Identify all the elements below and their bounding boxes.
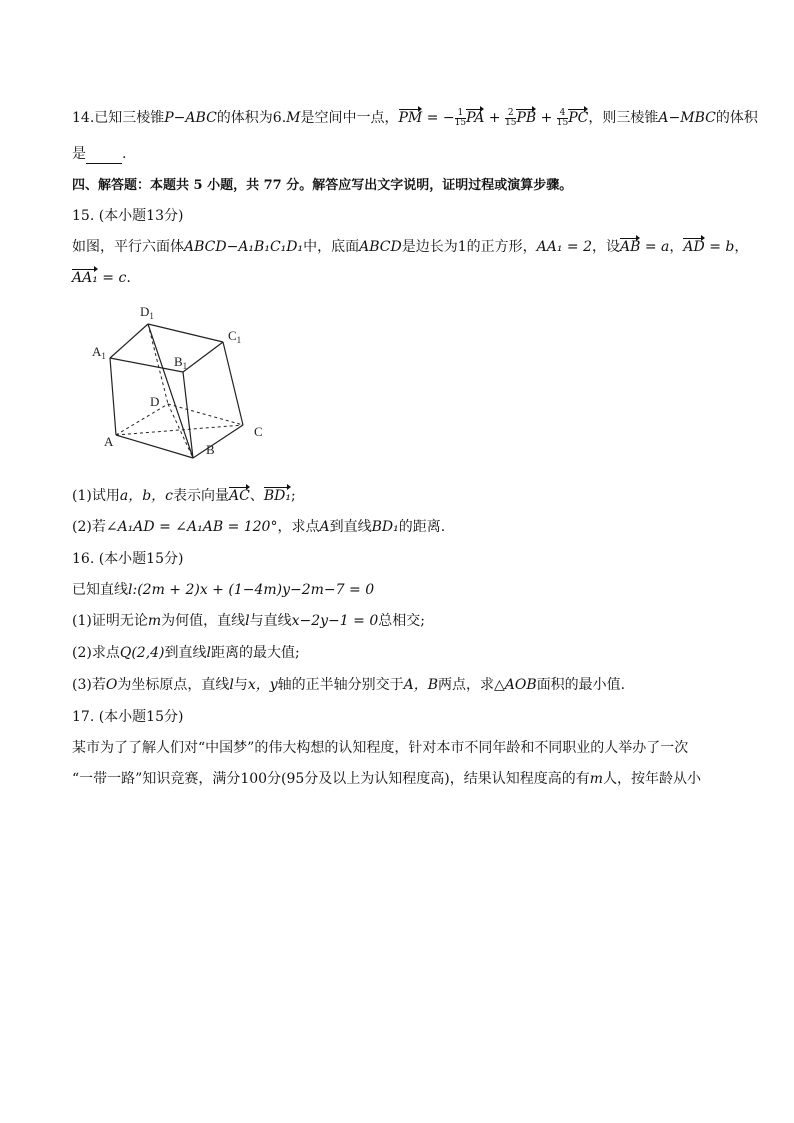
- vector-pb: PB: [516, 110, 537, 126]
- edge-b1-b: [183, 372, 193, 458]
- label-c1: $C_1$: [228, 328, 242, 345]
- q17-header: 17. (本小题15分): [72, 709, 184, 725]
- q15-text: ，求点: [277, 519, 320, 535]
- vector-ad: AD: [683, 239, 705, 255]
- edge-aa1: AA₁ = 2: [536, 239, 593, 255]
- q16-text: 与直线: [249, 613, 292, 629]
- q15-text: 到直线: [329, 519, 372, 535]
- label-a: A: [104, 434, 114, 449]
- q15-line2: [72, 268, 131, 288]
- q16-eq: x−2y−1 = 0: [291, 613, 379, 629]
- edge-a-d-hidden: [116, 404, 168, 435]
- q15-line1: [72, 237, 748, 257]
- q16-var: A，B: [403, 677, 439, 693]
- q16-text: 距离的最大值;: [211, 645, 300, 661]
- edge-d-c-hidden: [168, 404, 243, 425]
- q16-var: l: [206, 645, 211, 661]
- q15-text: 的距离.: [398, 519, 446, 535]
- fraction-4-15: [557, 109, 568, 128]
- q16-text: (2)求点: [72, 645, 120, 661]
- q17-var: m: [589, 771, 604, 787]
- q15-text: ，: [669, 239, 684, 255]
- label-a1: $A_1$: [92, 344, 106, 361]
- q14-text: 的体积: [715, 110, 758, 126]
- q15-part1: [72, 486, 296, 506]
- fraction-2-15: [505, 109, 516, 128]
- q16-line1: [72, 580, 374, 600]
- label-c: C: [254, 424, 263, 439]
- q14-pyramid-pabc: P−ABC: [164, 110, 217, 126]
- q14-text: 是: [72, 146, 86, 162]
- q15-part2: [72, 517, 445, 537]
- q16-part3: [72, 675, 625, 695]
- vector-bd1: BD₁: [263, 488, 291, 504]
- q16-text: 与: [233, 677, 248, 693]
- q15-text: ，设: [592, 239, 621, 255]
- fraction-den: 15: [504, 117, 517, 128]
- q16-text: 为坐标原点，直线: [117, 677, 230, 693]
- vectors-abc: a，b，c: [119, 488, 173, 504]
- edge-a1-a: [110, 358, 116, 435]
- vector-pa: PA: [466, 110, 485, 126]
- q16-header: 16. (本小题15分): [72, 551, 184, 567]
- q15-text: ，: [734, 239, 749, 255]
- q15-text: 如图，平行六面体: [72, 239, 184, 255]
- q15-text: .: [126, 270, 131, 286]
- q16-var: x，y: [247, 677, 278, 693]
- q16-text: (1)证明无论: [72, 613, 148, 629]
- q14-text: 的体积为6.: [216, 110, 287, 126]
- edge-d1-d-hidden: [148, 324, 168, 404]
- angle-condition: ∠A₁AD = ∠A₁AB = 120°: [105, 519, 278, 535]
- q16-text: 两点，求: [438, 677, 495, 693]
- section-4-title: 四、解答题：本题共 5 小题，共 77 分。解答应写出文字说明，证明过程或演算步骤。: [72, 178, 573, 193]
- q17-text: “一带一路”知识竞赛，满分100分(95分及以上为认知程度高)，结果认知程度高的有: [72, 771, 590, 787]
- q15-text: 中，底面: [303, 239, 360, 255]
- q14-point-m: M: [286, 110, 301, 126]
- q17-text: 人，按年龄从小: [603, 771, 702, 787]
- q16-text: 为何值，直线: [161, 613, 246, 629]
- fraction-num: 1: [455, 109, 466, 119]
- q14-operator: +: [536, 110, 557, 126]
- diagonal-d1-b: [148, 324, 193, 458]
- q15-text: 是边长为1的正方形，: [401, 239, 537, 255]
- q16-var: l: [229, 677, 234, 693]
- edge-c1-c: [223, 342, 243, 425]
- q15-eq: = a: [640, 239, 670, 255]
- q16-part1: [72, 611, 425, 631]
- q14-text: .: [122, 146, 127, 162]
- q16-part2: [72, 643, 300, 663]
- q16-text: 已知直线: [72, 582, 128, 598]
- label-b: B: [206, 442, 215, 457]
- edge-b-c: [193, 425, 243, 458]
- edge-b1-a1: [110, 358, 183, 372]
- vector-aa1: AA₁: [72, 270, 98, 286]
- fraction-num: 2: [505, 109, 516, 119]
- q14-operator: = −: [422, 110, 455, 126]
- q17-line2: [72, 769, 701, 789]
- vector-pc: PC: [568, 110, 589, 126]
- q16-text: (3)若: [72, 677, 106, 693]
- q15-point: A: [319, 519, 330, 535]
- q16-var: l: [245, 613, 250, 629]
- q14-operator: +: [484, 110, 505, 126]
- q16-text: 总相交;: [378, 613, 425, 629]
- q15-header: 15. (本小题13分): [72, 208, 184, 224]
- line-l-equation: l:(2m + 2)x + (1−4m)y−2m−7 = 0: [128, 582, 375, 598]
- edge-a-b: [116, 435, 193, 458]
- q14-text: 已知三棱锥: [94, 110, 165, 126]
- fraction-1-15: [455, 109, 466, 128]
- q15-text: 、: [249, 488, 264, 504]
- fraction-den: 15: [556, 117, 569, 128]
- fraction-den: 15: [454, 117, 467, 128]
- edge-a1-d1: [110, 324, 148, 358]
- q17-line1: 某市为了了解人们对“中国梦”的伟大构想的认知程度，针对本市不同年龄和不同职业的人举办了一次: [72, 740, 689, 756]
- parallelepiped-figure: [88, 300, 278, 470]
- q15-eq: = c: [97, 270, 127, 286]
- label-d1: $D_1$: [140, 304, 154, 321]
- q16-text: 到直线: [164, 645, 207, 661]
- vector-ab: AB: [620, 239, 641, 255]
- q16-var: O: [105, 677, 118, 693]
- q15-text: (2)若: [72, 519, 106, 535]
- parallelepiped-name: ABCD−A₁B₁C₁D₁: [184, 239, 304, 255]
- q16-text: 轴的正半轴分别交于: [277, 677, 404, 693]
- label-b1: $B_1$: [174, 354, 188, 371]
- q16-point: Q(2,4): [119, 645, 165, 661]
- q14-number: 14.: [72, 110, 95, 126]
- vector-ac: AC: [229, 488, 250, 504]
- q14-line2: [72, 144, 126, 164]
- q15-text: 表示向量: [173, 488, 229, 504]
- q16-var: △AOB: [494, 677, 537, 693]
- q15-line: BD₁: [371, 519, 399, 535]
- answer-blank[interactable]: [86, 149, 122, 164]
- q14-text: ，则三棱锥: [588, 110, 659, 126]
- q16-text: 面积的最小值.: [536, 677, 626, 693]
- fraction-num: 4: [557, 109, 568, 119]
- q16-var: m: [147, 613, 162, 629]
- q15-text: ;: [290, 488, 296, 504]
- q14-pyramid-ambc: A−MBC: [658, 110, 716, 126]
- edge-c1-b1: [183, 342, 223, 372]
- edge-d1-c1: [148, 324, 223, 342]
- q14-text: 是空间中一点，: [300, 110, 399, 126]
- q14-line1: [72, 108, 758, 128]
- label-d: D: [150, 394, 160, 409]
- vector-pm: PM: [398, 110, 423, 126]
- diagonal-a-c-hidden: [116, 425, 243, 435]
- q15-text: (1)试用: [72, 488, 120, 504]
- base-abcd: ABCD: [359, 239, 402, 255]
- q15-eq: = b: [704, 239, 735, 255]
